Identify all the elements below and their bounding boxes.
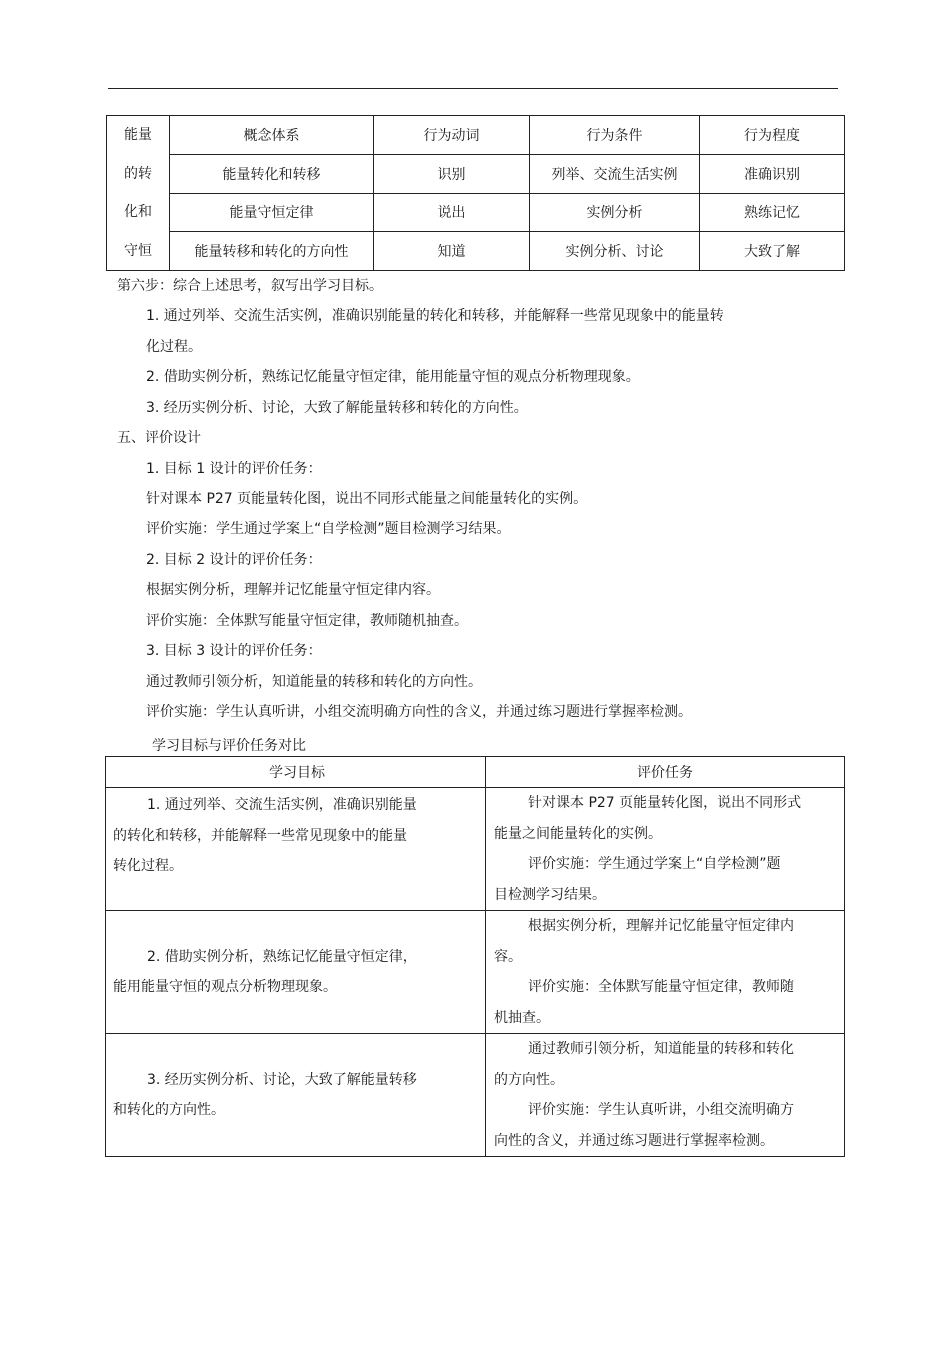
header-cell: 评价任务 (486, 757, 845, 788)
table-cell: 能量守恒定律 (170, 193, 374, 232)
task-line: 的方向性。 (494, 1071, 564, 1088)
task-line: 向性的含义，并通过练习题进行掌握率检测。 (494, 1132, 774, 1149)
table-row (106, 788, 845, 911)
table-cell: 准确识别 (700, 154, 845, 193)
task-line: 容。 (494, 948, 522, 965)
goal-line: 转化过程。 (113, 858, 183, 874)
task-cell (486, 911, 845, 1034)
table-caption: 学习目标与评价任务对比 (152, 738, 306, 754)
table-cell: 熟练记忆 (700, 193, 845, 232)
topic-char: 守恒 (124, 242, 152, 259)
task-line: 评价实施：学生通过学案上“自学检测”题 (528, 856, 781, 872)
goal-cell (106, 911, 486, 1034)
table-row (107, 154, 845, 193)
table-row (107, 193, 845, 232)
task-text: 根据实例分析，理解并记忆能量守恒定律内容。 (146, 582, 440, 598)
header-cell: 概念体系 (170, 116, 374, 155)
goal-line: 3. 经历实例分析、讨论，大致了解能量转移和转化的方向性。 (146, 400, 528, 416)
table-cell: 能量转移和转化的方向性 (170, 232, 374, 271)
table-cell: 说出 (374, 193, 530, 232)
task-impl: 评价实施：全体默写能量守恒定律，教师随机抽查。 (146, 613, 468, 629)
table-row (106, 911, 845, 1034)
goal-line: 3. 经历实例分析、讨论，大致了解能量转移 (147, 1071, 417, 1088)
task-impl: 评价实施：学生通过学案上“自学检测”题目检测学习结果。 (146, 521, 511, 537)
goal-line: 2. 借助实例分析，熟练记忆能量守恒定律， (147, 948, 417, 965)
task-title: 2. 目标 2 设计的评价任务： (146, 552, 322, 568)
goal-cell (106, 788, 486, 911)
table-cell: 实例分析、讨论 (530, 232, 700, 271)
goal-cell (106, 1034, 486, 1157)
table-cell: 实例分析 (530, 193, 700, 232)
goal-line: 化过程。 (146, 339, 202, 355)
task-cell (486, 1034, 845, 1157)
concept-table (106, 115, 845, 271)
goal-line: 1. 通过列举、交流生活实例，准确识别能量的转化和转移，并能解释一些常见现象中的能量转 (146, 308, 724, 324)
header-cell: 行为动词 (374, 116, 530, 155)
header-rule (108, 88, 838, 89)
goal-line: 能用能量守恒的观点分析物理现象。 (113, 979, 337, 995)
goal-line: 1. 通过列举、交流生活实例，准确识别能量 (147, 797, 417, 813)
task-line: 目检测学习结果。 (494, 886, 606, 903)
compare-table (105, 756, 845, 1157)
task-line: 机抽查。 (494, 1009, 550, 1026)
table-cell: 列举、交流生活实例 (530, 154, 700, 193)
task-impl: 评价实施：学生认真听讲，小组交流明确方向性的含义，并通过练习题进行掌握率检测。 (146, 704, 692, 720)
task-title: 3. 目标 3 设计的评价任务： (146, 643, 322, 659)
header-cell: 行为条件 (530, 116, 700, 155)
table-row (107, 116, 845, 155)
topic-char: 化和 (124, 204, 152, 220)
table-cell: 识别 (374, 154, 530, 193)
topic-char: 能量 (124, 127, 152, 143)
goal-line: 的转化和转移，并能解释一些常见现象中的能量 (113, 827, 407, 844)
task-line: 针对课本 P27 页能量转化图，说出不同形式 (528, 795, 802, 811)
task-text: 针对课本 P27 页能量转化图，说出不同形式能量之间能量转化的实例。 (146, 491, 588, 507)
goal-line: 和转化的方向性。 (113, 1102, 225, 1118)
table-cell: 知道 (374, 232, 530, 271)
task-title: 1. 目标 1 设计的评价任务： (146, 461, 322, 477)
task-line: 评价实施：全体默写能量守恒定律，教师随 (528, 979, 794, 995)
task-line: 根据实例分析，理解并记忆能量守恒定律内 (528, 918, 794, 934)
goal-line: 2. 借助实例分析，熟练记忆能量守恒定律，能用能量守恒的观点分析物理现象。 (146, 369, 640, 385)
table-row (106, 757, 845, 788)
section-heading: 五、评价设计 (117, 430, 201, 446)
table-row (107, 232, 845, 271)
header-cell: 行为程度 (700, 116, 845, 155)
table-cell: 大致了解 (700, 232, 845, 271)
table-row (106, 1034, 845, 1157)
table-cell: 能量转化和转移 (170, 154, 374, 193)
topic-char: 的转 (124, 165, 152, 182)
task-line: 评价实施：学生认真听讲，小组交流明确方 (528, 1102, 794, 1118)
topic-cell (107, 116, 170, 271)
task-line: 能量之间能量转化的实例。 (494, 825, 662, 842)
task-line: 通过教师引领分析，知道能量的转移和转化 (528, 1041, 794, 1057)
step6-heading: 第六步：综合上述思考，叙写出学习目标。 (117, 278, 383, 294)
task-text: 通过教师引领分析，知道能量的转移和转化的方向性。 (146, 674, 482, 690)
task-cell (486, 788, 845, 911)
header-cell: 学习目标 (106, 757, 486, 788)
